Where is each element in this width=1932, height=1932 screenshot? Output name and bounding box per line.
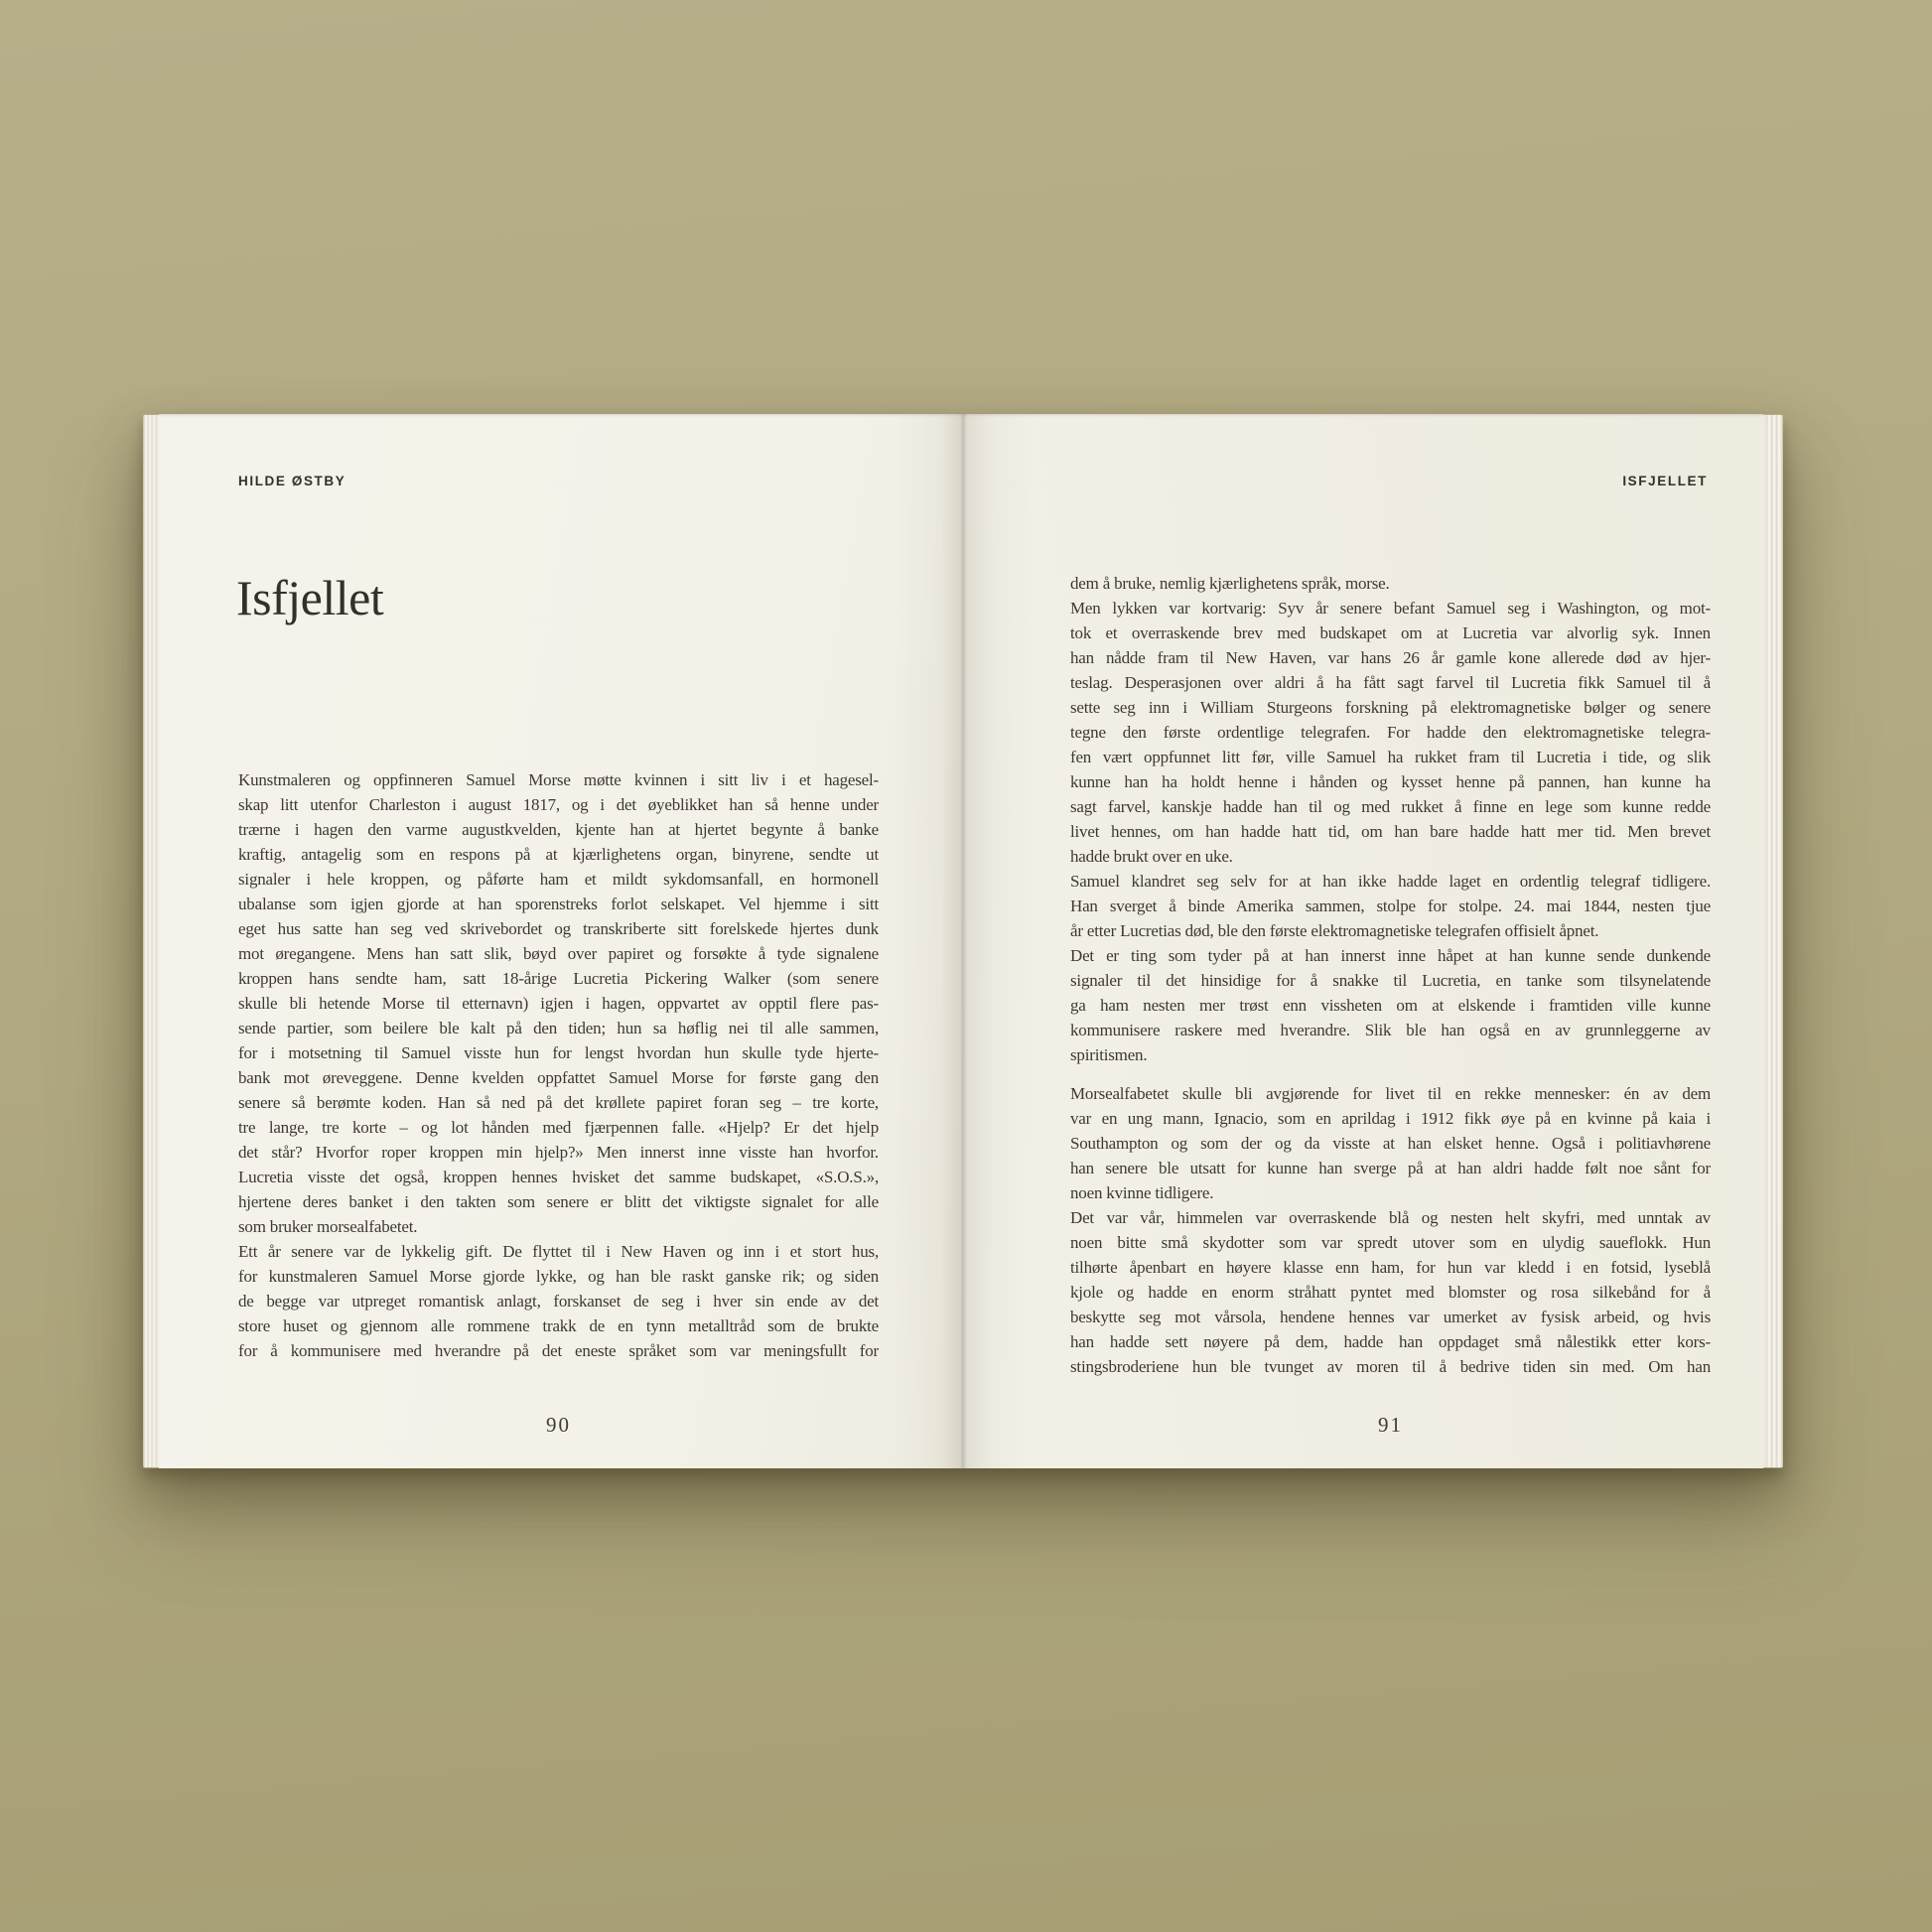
text-line: eget hus satte han seg ved skrivebordet og transkriberte sitt forelskede hjertes dunk bbox=[238, 919, 879, 938]
text-line: det står? Hvorfor roper kroppen min hjelp?» Men innerst inne visste han hvorfor. bbox=[238, 1143, 879, 1162]
text-line: signaler til det hinsidige for å snakke til Lucretia, en tanke som tilsynelatende bbox=[1070, 971, 1711, 990]
text-line: kroppen hans sendte ham, satt 18-årige Lucretia Pickering Walker (som senere bbox=[238, 969, 879, 988]
text-line: han hadde sett nøyere på dem, hadde han oppdaget små nålestikk etter kors- bbox=[1070, 1332, 1711, 1351]
left-page bbox=[159, 414, 963, 1468]
page-edge-stack-left bbox=[143, 415, 159, 1467]
text-line: signaler i hele kroppen, og påførte ham et mildt sykdomsanfall, en hormonell bbox=[238, 870, 879, 889]
text-line: tilhørte åpenbart en høyere klasse enn ham, for hun var kledd i en fotsid, lyseblå bbox=[1070, 1258, 1711, 1277]
page-number-right: 91 bbox=[1378, 1413, 1403, 1437]
text-line: som bruker morsealfabetet. bbox=[238, 1217, 418, 1236]
text-line: Men lykken var kortvarig: Syv år senere befant Samuel seg i Washington, og mot- bbox=[1070, 599, 1711, 618]
text-line: han nådde fram til New Haven, var hans 26 år gamle kone allerede død av hjer- bbox=[1070, 648, 1711, 667]
text-line: sende partier, som beilere ble kalt på den tiden; hun sa høflig nei til alle sammen, bbox=[238, 1019, 879, 1037]
text-line: for i motsetning til Samuel visste hun for lengst hvordan hun skulle tyde hjerte- bbox=[238, 1043, 879, 1062]
text-line: kunne han ha holdt henne i hånden og kysset henne på pannen, han kunne ha bbox=[1070, 772, 1711, 791]
text-line: noen bitte små skydotter som var spredt utover som en ulydig saueflokk. Hun bbox=[1070, 1233, 1711, 1252]
text-line: beskytte seg mot vårsola, hendene hennes var umerket av fysisk arbeid, og hvis bbox=[1070, 1308, 1711, 1326]
running-header-author: HILDE ØSTBY bbox=[238, 474, 346, 488]
text-line: Southampton og som der og da visste at han elsket henne. Også i politiavhørene bbox=[1070, 1134, 1711, 1153]
text-line: kommunisere raskere med hverandre. Slik ble han også en av grunnleggerne av bbox=[1070, 1021, 1711, 1039]
text-line: Det er ting som tyder på at han innerst inne håpet at han kunne sende dunkende bbox=[1070, 946, 1711, 965]
text-line: de begge var utpreget romantisk anlagt, forskanset de seg i hver sin ende av det bbox=[238, 1292, 879, 1311]
text-line: fen vært oppfunnet litt før, ville Samuel ha rukket fram til Lucretia i tide, og slik bbox=[1070, 748, 1711, 766]
text-line: hjertene deres banket i den takten som senere er blitt det viktigste signalet for alle bbox=[238, 1192, 879, 1211]
text-line: noen kvinne tidligere. bbox=[1070, 1183, 1214, 1202]
text-line: Kunstmaleren og oppfinneren Samuel Morse møtte kvinnen i sitt liv i et hagesel- bbox=[238, 770, 879, 789]
text-line: kjole og hadde en enorm stråhatt pyntet med blomster og rosa silkebånd for å bbox=[1070, 1283, 1711, 1302]
text-line: livet hennes, om han hadde hatt tid, om han bare hadde hatt mer tid. Men brevet bbox=[1070, 822, 1711, 841]
text-line: tre lange, tre korte – og lot hånden med fjærpennen falle. «Hjelp? Er det hjelp bbox=[238, 1118, 879, 1137]
text-line: ubalanse som igjen gjorde at han sporenstreks forlot selskapet. Vel hjemme i sitt bbox=[238, 895, 879, 913]
text-line: senere så berømte koden. Han så ned på det krøllete papiret foran seg – tre korte, bbox=[238, 1093, 879, 1112]
text-line: stingsbroderiene hun ble tvunget av moren til å bedrive tiden sin med. Om han bbox=[1070, 1357, 1711, 1376]
text-line: han senere ble utsatt for kunne han sverge på at han aldri hadde følt noe sånt for bbox=[1070, 1159, 1711, 1177]
running-header-chapter: ISFJELLET bbox=[1622, 474, 1708, 488]
text-line: Samuel klandret seg selv for at han ikke hadde laget en ordentlig telegraf tidligere. bbox=[1070, 872, 1711, 891]
text-line: tok et overraskende brev med budskapet om at Lucretia var alvorlig syk. Innen bbox=[1070, 623, 1711, 642]
right-page bbox=[963, 414, 1763, 1468]
text-line: hadde brukt over en uke. bbox=[1070, 847, 1233, 866]
text-line: sette seg inn i William Sturgeons forskning på elektromagnetiske bølger og senere bbox=[1070, 698, 1711, 717]
text-line: Det var vår, himmelen var overraskende blå og nesten helt skyfri, med unntak av bbox=[1070, 1208, 1711, 1227]
text-line: tegne den første ordentlige telegrafen. For hadde den elektromagnetiske telegra- bbox=[1070, 723, 1711, 742]
text-line: Ett år senere var de lykkelig gift. De flyttet til i New Haven og inn i et stort hus, bbox=[238, 1242, 879, 1261]
page-number-left: 90 bbox=[546, 1413, 571, 1437]
text-line: dem å bruke, nemlig kjærlighetens språk, morse. bbox=[1070, 574, 1390, 593]
text-line: teslag. Desperasjonen over aldri å ha fått sagt farvel til Lucretia fikk Samuel til å bbox=[1070, 673, 1711, 692]
book-spread bbox=[143, 414, 1783, 1468]
paragraph-gap bbox=[1070, 1067, 1711, 1081]
text-line: trærne i hagen den varme augustkvelden, kjente han at hjertet begynte å banke bbox=[238, 820, 879, 839]
text-line: for kunstmaleren Samuel Morse gjorde lykke, og han ble raskt ganske rik; og siden bbox=[238, 1267, 879, 1286]
text-line: Lucretia visste det også, kroppen hennes hvisket det samme budskapet, «S.O.S.», bbox=[238, 1168, 879, 1186]
text-line: sagt farvel, kanskje hadde han til og med rukket å finne en lege som kunne redde bbox=[1070, 797, 1711, 816]
text-line: skulle bli hetende Morse til etternavn) igjen i hagen, oppvartet av opptil flere pas- bbox=[238, 994, 879, 1013]
text-line: var en ung mann, Ignacio, som en aprildag i 1912 fikk øye på en kvinne på kaia i bbox=[1070, 1109, 1711, 1128]
body-text-right bbox=[1070, 571, 1711, 1379]
text-line: bank mot øreveggene. Denne kvelden oppfattet Samuel Morse for første gang den bbox=[238, 1068, 879, 1087]
page-edge-stack-right bbox=[1763, 415, 1783, 1467]
chapter-title: Isfjellet bbox=[236, 570, 384, 625]
text-line: store huset og gjennom alle rommene trakk de en tynn metalltråd som de brukte bbox=[238, 1316, 879, 1335]
body-text-left bbox=[238, 767, 879, 1363]
text-line: spiritismen. bbox=[1070, 1045, 1148, 1064]
text-line: ga ham nesten mer trøst enn vissheten om at elskende i framtiden ville kunne bbox=[1070, 996, 1711, 1015]
text-line: kraftig, antagelig som en respons på at kjærlighetens organ, binyrene, sendte ut bbox=[238, 845, 879, 864]
text-line: skap litt utenfor Charleston i august 1817, og i det øyeblikket han så henne under bbox=[238, 795, 879, 814]
text-line: mot øregangene. Mens han satt slik, bøyd over papiret og forsøkte å tyde signalene bbox=[238, 944, 879, 963]
text-line: Han sverget å binde Amerika sammen, stolpe for stolpe. 24. mai 1844, nesten tjue bbox=[1070, 897, 1711, 915]
text-line: Morsealfabetet skulle bli avgjørende for livet til en rekke mennesker: én av dem bbox=[1070, 1084, 1711, 1103]
text-line: år etter Lucretias død, ble den første elektromagnetiske telegrafen offisielt åpnet. bbox=[1070, 921, 1599, 940]
text-line: for å kommunisere med hverandre på det eneste språket som var meningsfullt for bbox=[238, 1341, 879, 1360]
